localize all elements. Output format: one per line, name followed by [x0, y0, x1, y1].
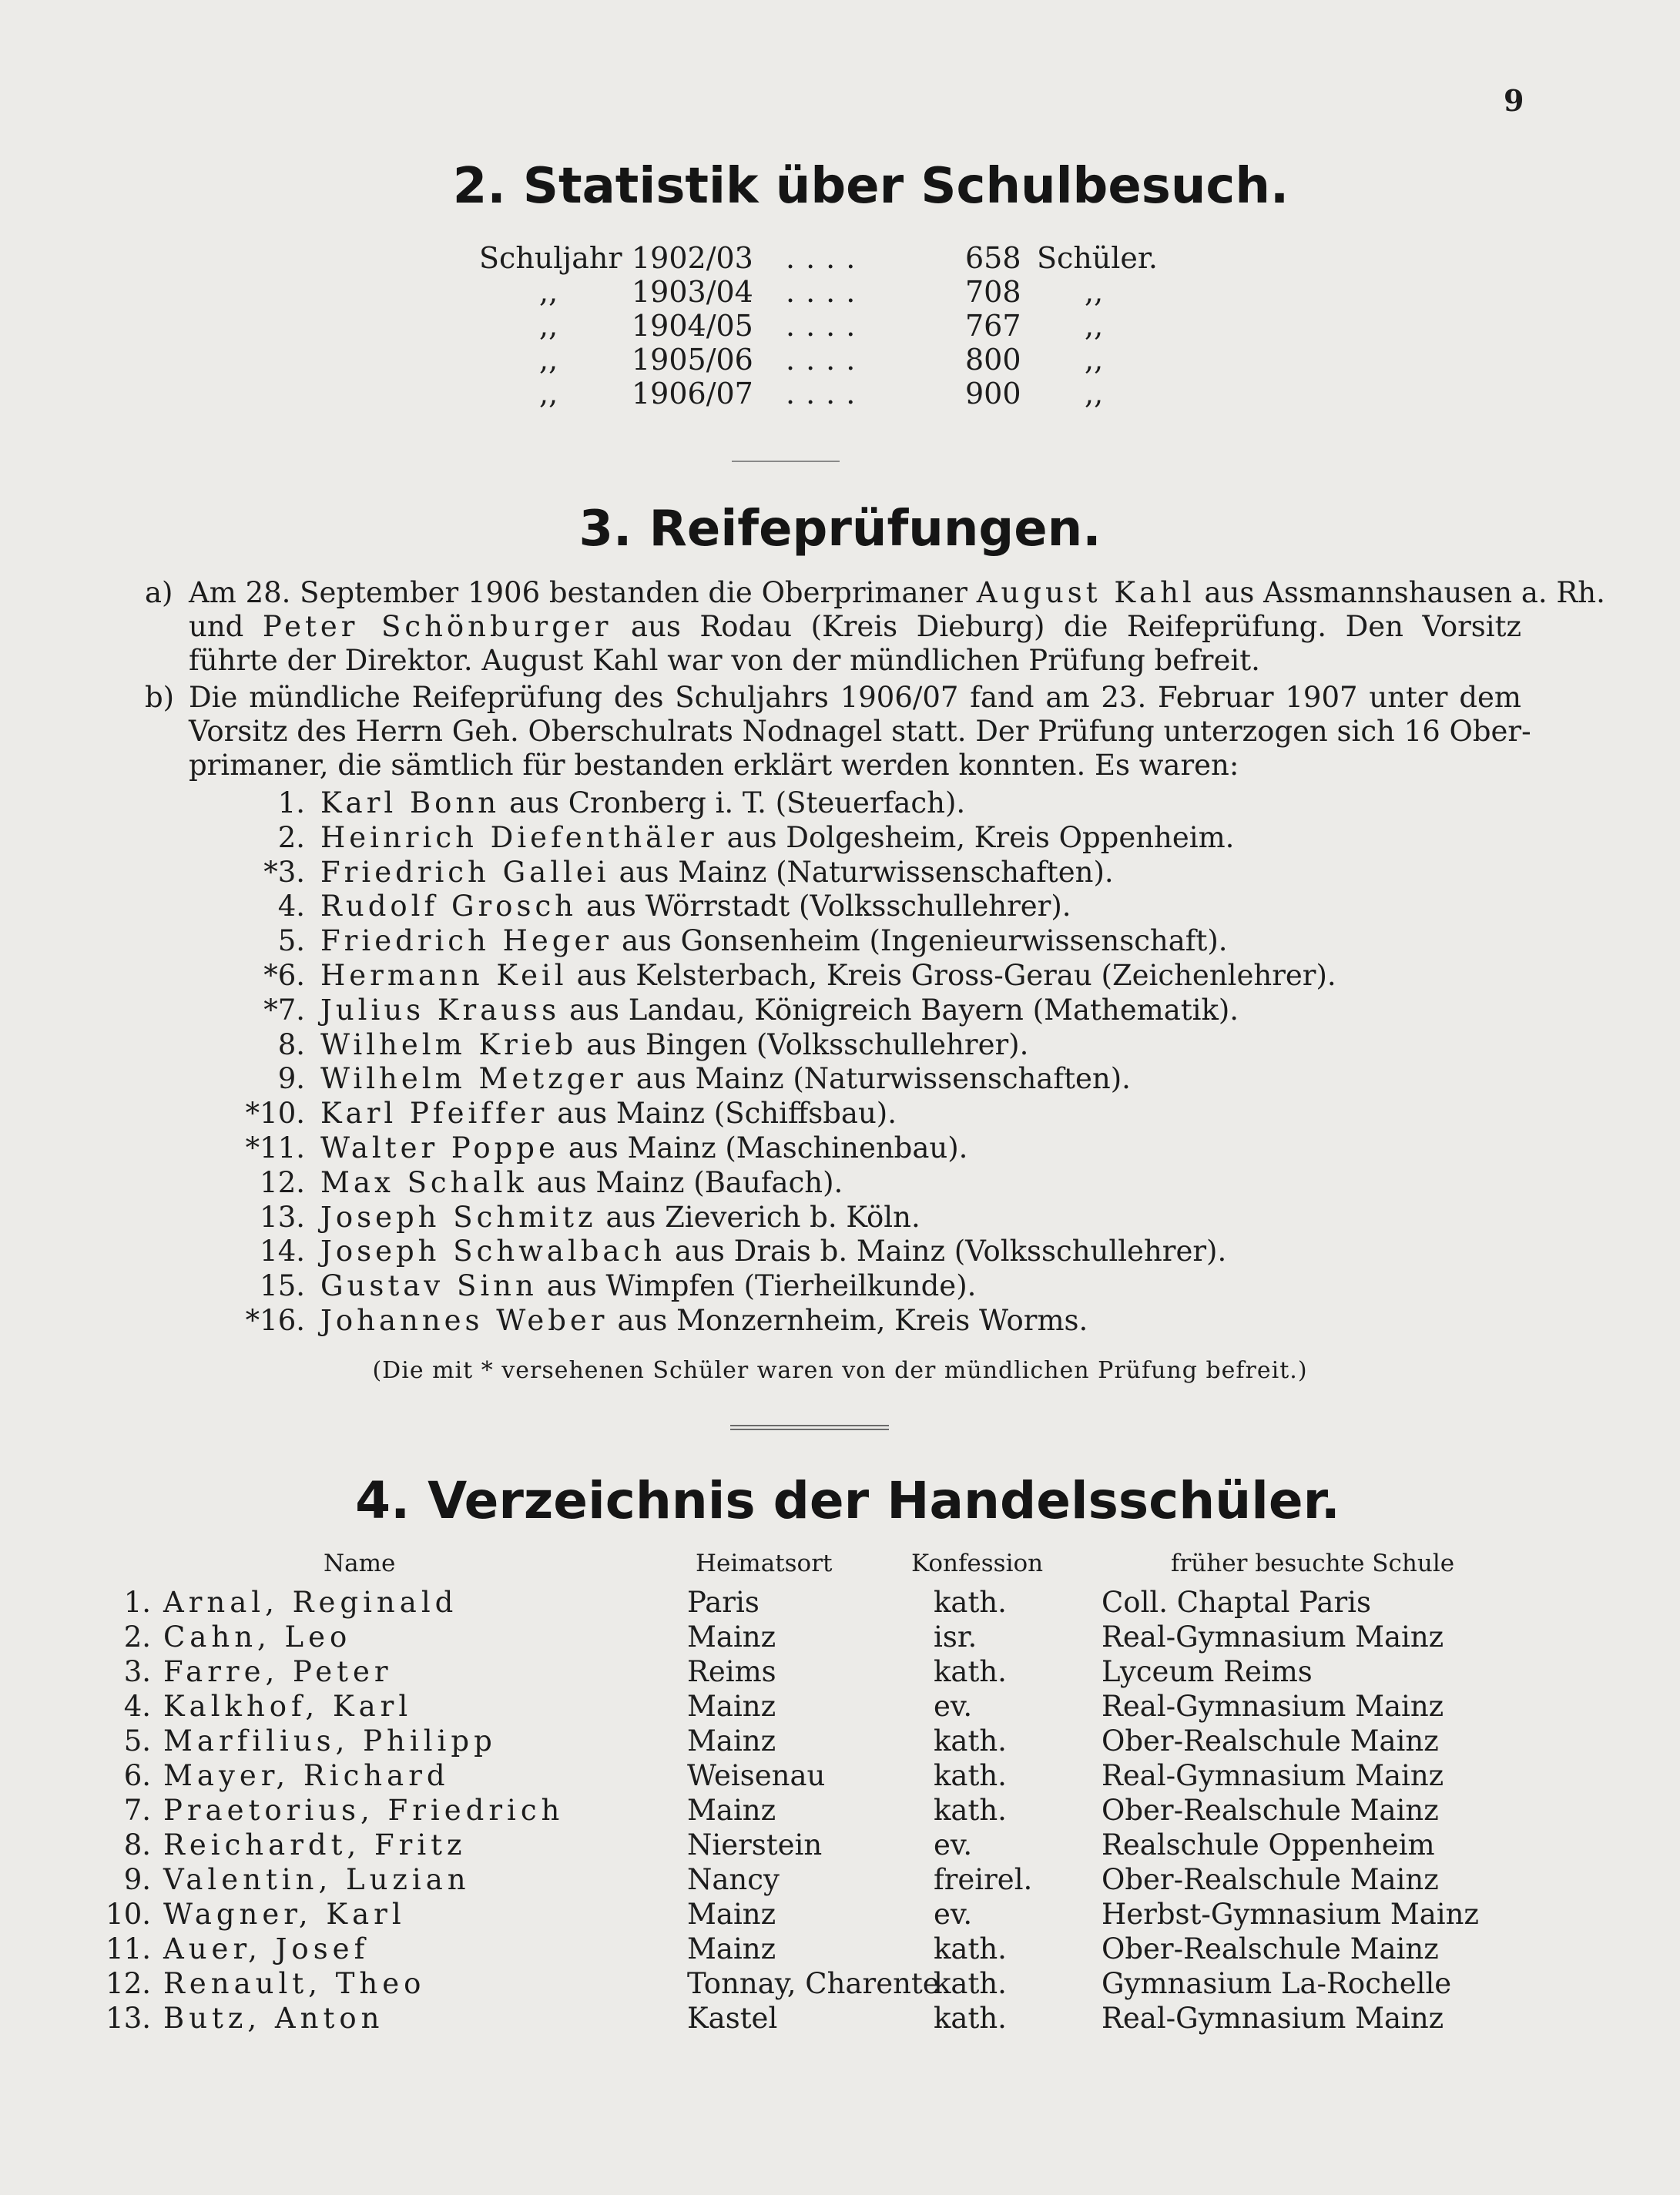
candidate-details: aus Wörrstadt (Volksschullehrer).	[586, 890, 1071, 923]
leader-dots: ....	[786, 309, 867, 343]
candidate-name	[320, 1131, 967, 1165]
student-name: Praetorius, Friedrich	[163, 1794, 565, 1827]
separator-rule	[732, 461, 840, 462]
candidate-number: 14.	[260, 1235, 305, 1268]
student-confession: kath.	[934, 1655, 1007, 1688]
text-run: Am 28. September 1906 bestanden die Oberprimaner	[189, 576, 977, 609]
candidate-details: aus Mainz (Naturwissenschaften).	[635, 1062, 1131, 1096]
column-header-school: früher besuchte Schule	[1171, 1550, 1455, 1577]
table-row	[0, 1793, 1680, 1828]
stat-year: 1906/07	[632, 377, 753, 411]
student-number: 5.	[123, 1724, 151, 1758]
paragraph-line: primaner, die sämtlich für bestanden erklärt werden konnten. Es waren:	[189, 749, 1239, 782]
candidate-name	[320, 1165, 843, 1200]
ditto-mark: ,,	[539, 377, 558, 411]
paragraph-b	[145, 681, 1531, 782]
student-home: Mainz	[687, 1690, 776, 1723]
student-number: 3.	[123, 1655, 151, 1688]
ditto-mark: ,,	[539, 309, 558, 343]
stat-count: 800	[965, 343, 1021, 377]
student-number: 7.	[123, 1794, 151, 1827]
separator-rule	[730, 1425, 889, 1430]
candidate-number: *11.	[245, 1131, 305, 1165]
student-confession: kath.	[934, 1794, 1007, 1827]
candidate-number: *6.	[263, 959, 305, 992]
ditto-mark: ,,	[1085, 377, 1104, 411]
student-confession: kath.	[934, 2002, 1007, 2035]
table-row	[0, 1724, 1680, 1758]
student-name: Wagner, Karl	[163, 1898, 406, 1931]
student-name: Kalkhof, Karl	[163, 1690, 413, 1723]
student-home: Nancy	[687, 1863, 780, 1896]
section-2-title: 2. Statistik über Schulbesuch.	[452, 158, 1289, 215]
page-number: 9	[1504, 83, 1524, 118]
candidate-row	[231, 958, 1541, 993]
student-confession: freirel.	[934, 1863, 1033, 1896]
paragraph-a	[145, 576, 1605, 678]
stat-year: 1903/04	[632, 275, 753, 309]
candidate-name-text: Hermann Keil	[320, 959, 568, 992]
candidate-name	[320, 993, 1239, 1027]
student-school: Real-Gymnasium Mainz	[1102, 1759, 1444, 1792]
student-home: Mainz	[687, 1620, 776, 1654]
student-number: 2.	[123, 1620, 151, 1654]
student-school: Ober-Realschule Mainz	[1102, 1932, 1439, 1965]
candidate-details: aus Bingen (Volksschullehrer).	[586, 1027, 1029, 1061]
student-confession: ev.	[934, 1828, 973, 1862]
candidate-name	[320, 1027, 1028, 1062]
student-school: Ober-Realschule Mainz	[1102, 1794, 1439, 1827]
table-row	[0, 2001, 1680, 2036]
student-confession: kath.	[934, 1586, 1007, 1619]
stat-label: Schuljahr	[479, 241, 622, 275]
candidate-row	[231, 1200, 1541, 1235]
student-number: 6.	[123, 1759, 151, 1792]
stat-year: 1902/03	[632, 241, 753, 275]
student-home: Reims	[687, 1655, 776, 1688]
text-run: und	[189, 610, 263, 643]
student-name: Butz, Anton	[163, 2002, 384, 2035]
ditto-mark: ,,	[1085, 343, 1104, 377]
student-school: Herbst-Gymnasium Mainz	[1102, 1898, 1479, 1931]
candidate-number: 5.	[277, 924, 305, 958]
ditto-mark: ,,	[539, 275, 558, 309]
paragraph-line: führte der Direktor. August Kahl war von der mündlichen Prüfung befreit.	[189, 644, 1260, 677]
stat-row	[0, 340, 1680, 379]
candidate-row	[231, 820, 1541, 855]
candidate-name-text: Julius Krauss	[320, 993, 561, 1027]
candidate-name	[320, 1303, 1088, 1338]
candidate-name	[320, 889, 1071, 923]
stat-count: 708	[965, 275, 1021, 309]
candidate-row	[231, 786, 1541, 820]
candidate-details: aus Gonsenheim (Ingenieurwissenschaft).	[622, 924, 1228, 958]
candidate-number: 8.	[277, 1027, 305, 1061]
stat-year: 1904/05	[632, 309, 753, 343]
stat-row	[0, 307, 1680, 345]
student-home: Nierstein	[687, 1828, 823, 1862]
spaced-name: Peter Schönburger	[262, 610, 612, 643]
student-name: Reichardt, Fritz	[163, 1828, 467, 1862]
candidate-number: 1.	[277, 786, 305, 819]
student-number: 9.	[123, 1863, 151, 1896]
stat-count: 900	[965, 377, 1021, 411]
table-row	[0, 1966, 1680, 2001]
table-row	[0, 1620, 1680, 1654]
ditto-mark: ,,	[539, 343, 558, 377]
candidate-name-text: Joseph Schmitz	[320, 1200, 597, 1234]
candidate-name	[320, 1200, 920, 1235]
candidate-name	[320, 855, 1114, 890]
student-name: Auer, Josef	[163, 1932, 370, 1965]
paragraph-line	[189, 610, 1521, 644]
student-home: Mainz	[687, 1898, 776, 1931]
student-number: 12.	[106, 1967, 151, 2000]
candidate-details: aus Landau, Königreich Bayern (Mathematik).	[569, 993, 1239, 1027]
candidate-name-text: Johannes Weber	[320, 1304, 609, 1337]
student-number: 8.	[123, 1828, 151, 1862]
ditto-mark: ,,	[1085, 275, 1104, 309]
table-row	[0, 1654, 1680, 1689]
student-school: Lyceum Reims	[1102, 1655, 1313, 1688]
candidate-details: aus Dolgesheim, Kreis Oppenheim.	[726, 820, 1235, 854]
student-name: Farre, Peter	[163, 1655, 393, 1688]
candidate-name-text: Rudolf Grosch	[320, 890, 577, 923]
student-home: Paris	[687, 1586, 760, 1619]
stat-row	[0, 273, 1680, 311]
candidate-number: *10.	[245, 1097, 305, 1131]
candidate-name-text: Friedrich Heger	[320, 924, 613, 958]
leader-dots: ....	[786, 343, 867, 377]
candidate-details: aus Cronberg i. T. (Steuerfach).	[509, 786, 966, 819]
candidate-row	[231, 1303, 1541, 1338]
student-number: 1.	[123, 1586, 151, 1619]
candidate-row	[231, 923, 1541, 958]
candidate-details: aus Monzernheim, Kreis Worms.	[617, 1304, 1088, 1337]
leader-dots: ....	[786, 377, 867, 411]
student-confession: kath.	[934, 1932, 1007, 1965]
candidate-row	[231, 1096, 1541, 1131]
candidate-number: 12.	[260, 1165, 305, 1199]
student-school: Coll. Chaptal Paris	[1102, 1586, 1371, 1619]
candidate-name	[320, 820, 1234, 855]
student-number: 10.	[106, 1898, 151, 1931]
candidate-name	[320, 1096, 897, 1131]
stat-row	[0, 374, 1680, 413]
candidate-name	[320, 1061, 1131, 1096]
candidate-details: aus Mainz (Baufach).	[536, 1165, 843, 1199]
candidate-name	[320, 1234, 1226, 1268]
candidate-details: aus Mainz (Schiffsbau).	[557, 1097, 897, 1131]
student-confession: ev.	[934, 1898, 973, 1931]
candidate-number: 13.	[260, 1200, 305, 1234]
candidate-details: aus Zieverich b. Köln.	[605, 1200, 920, 1234]
candidate-name-text: Karl Pfeiffer	[320, 1097, 548, 1131]
candidate-details: aus Kelsterbach, Kreis Gross-Gerau (Zeichenlehrer).	[576, 959, 1336, 992]
candidate-name	[320, 958, 1336, 993]
student-name: Marfilius, Philipp	[163, 1724, 497, 1758]
student-confession: ev.	[934, 1690, 973, 1723]
spaced-name: August Kahl	[976, 576, 1195, 609]
student-home: Weisenau	[687, 1759, 826, 1792]
candidate-name-text: Karl Bonn	[320, 786, 501, 819]
candidate-number: *3.	[263, 855, 305, 889]
student-name: Valentin, Luzian	[163, 1863, 471, 1896]
candidate-row	[231, 889, 1541, 923]
student-number: 11.	[106, 1932, 151, 1965]
paragraph-line: Vorsitz des Herrn Geh. Oberschulrats Nodnagel statt. Der Prüfung unterzogen sich 16 Ober-	[189, 715, 1531, 748]
candidate-name-text: Wilhelm Metzger	[320, 1062, 627, 1096]
candidate-name-text: Heinrich Diefenthäler	[320, 820, 718, 854]
table-row	[0, 1585, 1680, 1620]
candidate-number: *16.	[245, 1304, 305, 1337]
candidate-details: aus Mainz (Maschinenbau).	[568, 1131, 968, 1165]
column-header-confession: Konfession	[911, 1550, 1044, 1577]
table-row	[0, 1862, 1680, 1897]
candidate-row	[231, 1027, 1541, 1062]
candidate-number: *7.	[263, 993, 305, 1027]
stat-unit: Schüler.	[1037, 241, 1158, 275]
student-home: Mainz	[687, 1724, 776, 1758]
candidate-number: 2.	[277, 820, 305, 854]
ditto-mark: ,,	[1085, 309, 1104, 343]
candidate-row	[231, 1131, 1541, 1165]
student-number: 4.	[123, 1690, 151, 1723]
table-row	[0, 1828, 1680, 1862]
stat-count: 767	[965, 309, 1021, 343]
table-row	[0, 1758, 1680, 1793]
text-run: aus Rodau (Kreis Dieburg) die Reifeprüfung. Den Vorsitz	[612, 610, 1521, 643]
student-confession: kath.	[934, 1724, 1007, 1758]
candidate-number: 15.	[260, 1269, 305, 1303]
column-header-home: Heimatsort	[696, 1550, 833, 1577]
candidate-name-text: Friedrich Gallei	[320, 855, 610, 889]
paragraph-line	[189, 576, 1605, 610]
candidate-number: 4.	[277, 890, 305, 923]
student-school: Real-Gymnasium Mainz	[1102, 1620, 1444, 1654]
student-name: Mayer, Richard	[163, 1759, 450, 1792]
paragraph-label: a)	[145, 576, 173, 609]
candidate-name-text: Max Schalk	[320, 1165, 528, 1199]
student-name: Arnal, Reginald	[163, 1586, 458, 1619]
candidate-row	[231, 855, 1541, 890]
candidate-row	[231, 993, 1541, 1027]
student-school: Ober-Realschule Mainz	[1102, 1724, 1439, 1758]
candidate-row	[231, 1061, 1541, 1096]
table-row	[0, 1689, 1680, 1724]
student-number: 13.	[106, 2002, 151, 2035]
student-school: Realschule Oppenheim	[1102, 1828, 1435, 1862]
student-name: Cahn, Leo	[163, 1620, 352, 1654]
candidate-name-text: Wilhelm Krieb	[320, 1027, 578, 1061]
paragraph-label: b)	[145, 681, 175, 714]
student-school: Ober-Realschule Mainz	[1102, 1863, 1439, 1896]
leader-dots: ....	[786, 275, 867, 309]
paragraph-line: Die mündliche Reifeprüfung des Schuljahrs 1906/07 fand am 23. Februar 1907 unter dem	[189, 681, 1521, 714]
candidate-details: aus Mainz (Naturwissenschaften).	[619, 855, 1114, 889]
candidate-details: aus Wimpfen (Tierheilkunde).	[546, 1269, 977, 1303]
candidate-name-text: Joseph Schwalbach	[320, 1235, 666, 1268]
candidate-name-text: Walter Poppe	[320, 1131, 559, 1165]
candidate-name	[320, 786, 965, 820]
student-home: Tonnay, Charente	[687, 1967, 940, 2000]
stat-year: 1905/06	[632, 343, 753, 377]
candidate-name	[320, 923, 1228, 958]
student-confession: kath.	[934, 1759, 1007, 1792]
student-home: Mainz	[687, 1794, 776, 1827]
table-row	[0, 1897, 1680, 1932]
candidate-details: aus Drais b. Mainz (Volksschullehrer).	[675, 1235, 1227, 1268]
candidate-number: 9.	[277, 1062, 305, 1096]
candidate-name-text: Gustav Sinn	[320, 1269, 538, 1303]
candidate-row	[231, 1234, 1541, 1268]
text-run: aus Assmannshausen a. Rh.	[1195, 576, 1605, 609]
student-confession: kath.	[934, 1967, 1007, 2000]
student-school: Gymnasium La-Rochelle	[1102, 1967, 1452, 2000]
column-header-name: Name	[324, 1550, 396, 1577]
footnote: (Die mit * versehenen Schüler waren von der mündlichen Prüfung befreit.)	[372, 1357, 1308, 1384]
section-4-title: 4. Verzeichnis der Handelsschüler.	[355, 1471, 1340, 1530]
candidate-name	[320, 1268, 976, 1303]
candidate-row	[231, 1165, 1541, 1200]
student-school: Real-Gymnasium Mainz	[1102, 1690, 1444, 1723]
student-home: Mainz	[687, 1932, 776, 1965]
leader-dots: ....	[786, 241, 867, 275]
student-confession: isr.	[934, 1620, 977, 1654]
stat-count: 658	[965, 241, 1021, 275]
student-school: Real-Gymnasium Mainz	[1102, 2002, 1444, 2035]
candidate-row	[231, 1268, 1541, 1303]
section-3-title: 3. Reifeprüfungen.	[578, 501, 1102, 558]
student-name: Renault, Theo	[163, 1967, 426, 2000]
student-home: Kastel	[687, 2002, 778, 2035]
table-row	[0, 1932, 1680, 1966]
stat-row	[0, 239, 1680, 277]
